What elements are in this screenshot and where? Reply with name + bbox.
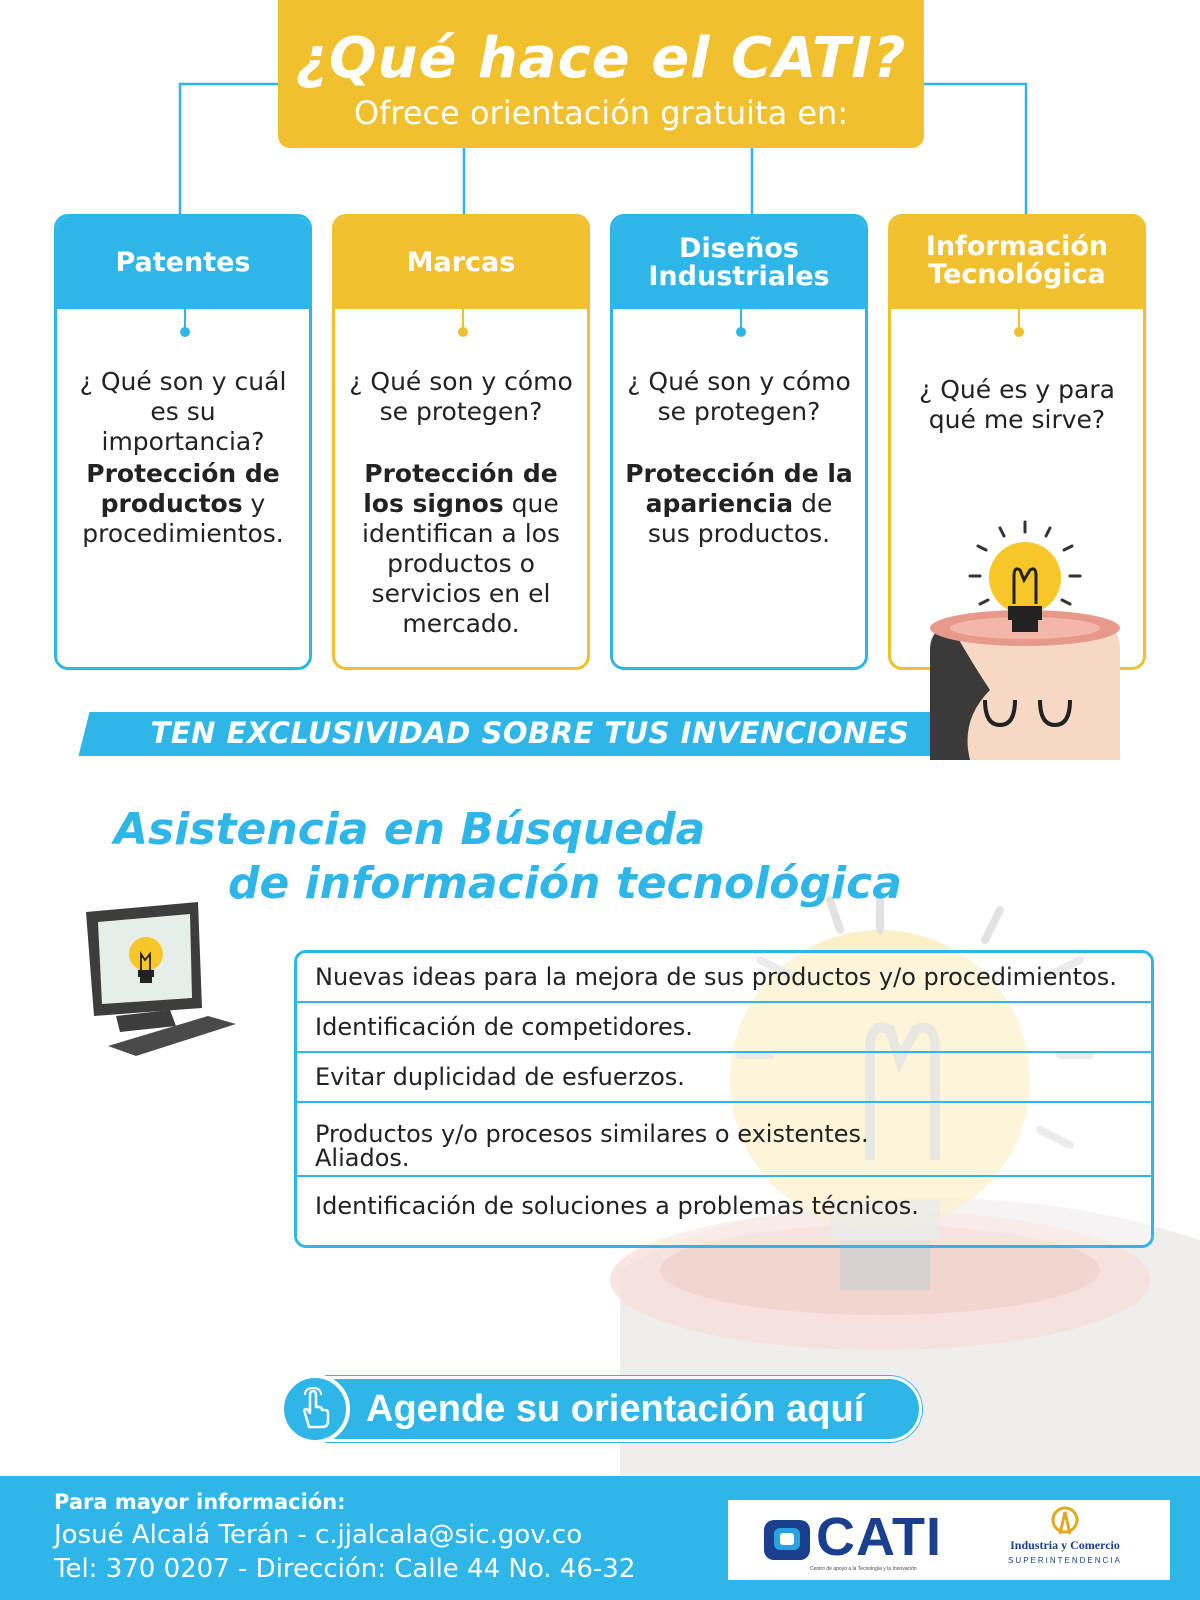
schedule-button-label[interactable]: Agende su orientación aquí bbox=[366, 1388, 865, 1430]
card-question: ¿ Qué son y cómo se protegen? bbox=[349, 367, 573, 426]
card-disenos-industriales bbox=[610, 214, 868, 670]
card-dot bbox=[1014, 327, 1024, 337]
card-dot bbox=[180, 327, 190, 337]
benefits-list bbox=[294, 950, 1154, 1248]
card-question: ¿ Qué son y cuál es su importancia? bbox=[79, 367, 287, 456]
card-title: Patentes bbox=[57, 217, 309, 309]
sic-logo-line2: SUPERINTENDENCIA bbox=[1008, 1556, 1122, 1565]
footer-address: Tel: 370 0207 - Dirección: Calle 44 No. 46-32 bbox=[54, 1554, 636, 1584]
page-title: ¿Qué hace el CATI? bbox=[295, 26, 907, 91]
hand-pointer-icon[interactable] bbox=[280, 1374, 350, 1444]
list-divider bbox=[297, 1001, 1151, 1003]
list-item: Productos y/o procesos similares o existentes. bbox=[315, 1120, 869, 1148]
list-item: Identificación de soluciones a problemas técnicos. bbox=[315, 1192, 919, 1220]
card-title: Diseños Industriales bbox=[613, 217, 865, 309]
computer-bulb-icon bbox=[80, 898, 240, 1068]
list-item: Identificación de competidores. bbox=[315, 1013, 693, 1041]
list-item: Evitar duplicidad de esfuerzos. bbox=[315, 1063, 685, 1091]
list-divider bbox=[297, 1101, 1151, 1103]
banner-text: TEN EXCLUSIVIDAD SOBRE TUS INVENCIONES bbox=[150, 716, 910, 750]
sic-logo-line1: Industria y Comercio bbox=[1010, 1538, 1120, 1552]
card-marcas bbox=[332, 214, 590, 670]
card-question: ¿ Qué es y para qué me sirve? bbox=[919, 375, 1115, 434]
list-divider bbox=[297, 1051, 1151, 1053]
card-title: Información Tecnológica bbox=[891, 217, 1143, 309]
list-divider bbox=[297, 1175, 1151, 1177]
head-bulb-illustration bbox=[900, 520, 1130, 760]
cati-logo-tagline: Centro de apoyo a la Tecnología y la Innovación bbox=[810, 1566, 917, 1572]
card-title: Marcas bbox=[335, 217, 587, 309]
sic-logo-icon bbox=[1050, 1506, 1080, 1538]
page-subtitle: Ofrece orientación gratuita en: bbox=[353, 94, 849, 132]
list-item: Nuevas ideas para la mejora de sus productos y/o procedimientos. bbox=[315, 963, 1117, 991]
card-answer: Protección de productos y procedimientos. bbox=[82, 459, 284, 548]
card-answer: Protección de los signos que identifican a los productos o servicios en el mercado. bbox=[362, 459, 560, 638]
footer-contact: Josué Alcalá Terán - c.jjalcala@sic.gov.co bbox=[54, 1520, 583, 1550]
cati-logo-text: CATI bbox=[816, 1507, 942, 1567]
card-dot bbox=[736, 327, 746, 337]
section-title-line2: de información tecnológica bbox=[228, 858, 902, 909]
footer-heading: Para mayor información: bbox=[54, 1490, 346, 1514]
list-item: Aliados. bbox=[315, 1144, 410, 1172]
section-title-line1: Asistencia en Búsqueda bbox=[114, 804, 706, 855]
cati-logo-icon bbox=[760, 1514, 816, 1566]
card-patentes bbox=[54, 214, 312, 670]
card-question: ¿ Qué son y cómo se protegen? bbox=[627, 367, 851, 426]
card-answer: Protección de la apariencia de sus productos. bbox=[625, 459, 853, 548]
card-dot bbox=[458, 327, 468, 337]
